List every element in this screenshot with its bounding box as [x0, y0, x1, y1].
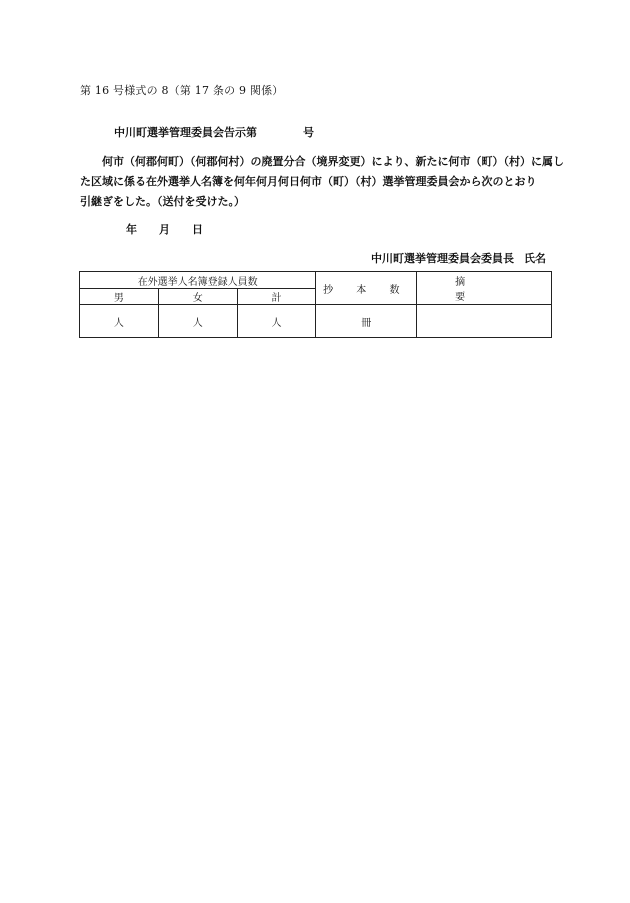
- date-year: 年: [126, 223, 137, 236]
- notice-body: [80, 152, 564, 212]
- female-count-cell: 人: [158, 305, 237, 338]
- date-month: 月: [159, 223, 170, 236]
- date-day: 日: [192, 223, 203, 236]
- total-count-cell: 人: [237, 305, 316, 338]
- total-header: 計: [237, 289, 316, 305]
- register-table: [79, 271, 552, 338]
- table-row: [80, 305, 552, 338]
- remarks-cell: [417, 305, 552, 338]
- group-header-cell: 在外選挙人名簿登録人員数: [80, 272, 316, 289]
- notice-body-line-3: 引継ぎをした。（送付を受けた。）: [80, 195, 245, 208]
- notice-number-suffix: 号: [303, 126, 314, 139]
- date-line: [126, 221, 203, 237]
- notice-body-line-1: 何市（何郡何町）（何郡何村）の廃置分合（境界変更）により、新たに何市（町）（村）に属し: [102, 155, 564, 168]
- male-count-cell: 人: [80, 305, 159, 338]
- copy-count-header: 抄 本 数: [316, 272, 417, 305]
- form-label: 第 16 号様式の 8（第 17 条の 9 関係）: [80, 84, 284, 97]
- signature-name: 氏名: [524, 252, 546, 265]
- copy-count-cell: 冊: [316, 305, 417, 338]
- notice-body-line-2: た区域に係る在外選挙人名簿を何年何月何日何市（町）（村）選挙管理委員会から次のとおり: [80, 175, 537, 188]
- remarks-header: 摘 要: [417, 272, 552, 305]
- notice-number: [114, 124, 314, 140]
- female-header: 女: [158, 289, 237, 305]
- signature-title: 中川町選挙管理委員会委員長: [371, 252, 514, 265]
- table-header-row: [80, 272, 552, 289]
- notice-number-prefix: 中川町選挙管理委員会告示第: [114, 126, 257, 139]
- male-header: 男: [80, 289, 159, 305]
- signature-line: [371, 250, 546, 266]
